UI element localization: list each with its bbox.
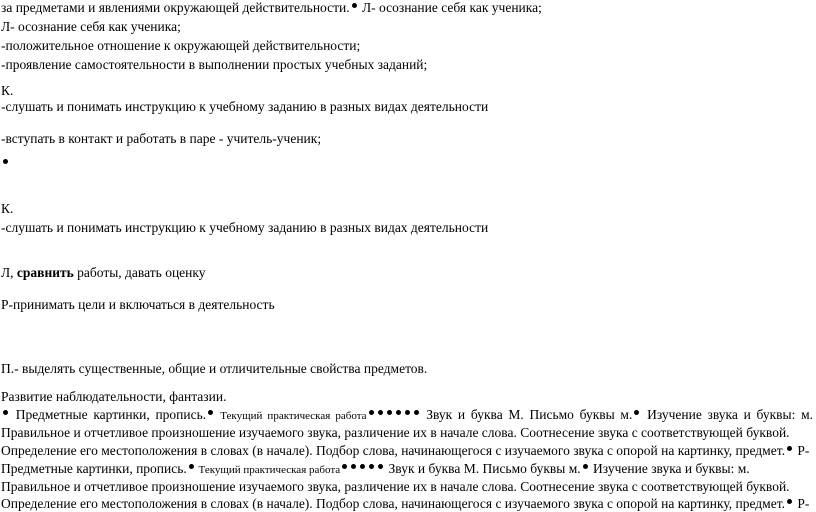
text-fragment: Л- осознание себя как ученика;	[358, 0, 542, 15]
text-fragment: Текущий практическая работа	[195, 464, 341, 476]
text-line: Развитие наблюдательности, фантазии.	[1, 389, 227, 404]
text-fragment: Предметные картинки, пропись.	[10, 407, 207, 422]
text-fragment: Л,	[1, 265, 17, 280]
text-line	[1, 443, 809, 459]
text-line: -слушать и понимать инструкцию к учебному заданию в разных видах деятельности	[1, 220, 489, 235]
text-fragment: Звук и буква М. Письмо буквы м.	[420, 407, 633, 422]
text-fragment: за предметами и явлениями окружающей действительности.	[1, 0, 350, 15]
text-fragment: Р-	[793, 443, 810, 458]
bullet-icon	[360, 464, 365, 469]
text-line	[1, 0, 542, 16]
text-fragment: Предметные картинки, пропись.	[1, 461, 187, 476]
text-line: Л- осознание себя как ученика;	[1, 19, 181, 34]
text-fragment: Определение его местоположения в словах (в начале). Подбор слова, начинающегося с изучаемого звука с опорой на картинку, предмет.	[1, 496, 785, 511]
bullet-icon	[3, 159, 8, 164]
bullet-icon	[369, 464, 374, 469]
text-line	[1, 407, 813, 424]
text-line	[1, 265, 206, 281]
bullet-icon	[342, 464, 347, 469]
text-line: -вступать в контакт и работать в паре - учитель-ученик;	[1, 131, 322, 146]
bullet-icon	[189, 464, 194, 469]
bullet-icon	[787, 499, 792, 504]
bullet-icon	[3, 410, 8, 415]
text-line	[1, 461, 750, 478]
text-line: К.	[1, 201, 14, 216]
bullet-icon	[583, 464, 588, 469]
text-line: К.	[1, 83, 14, 98]
text-line	[1, 156, 10, 172]
text-line: -положительное отношение к окружающей действительности;	[1, 38, 361, 53]
text-line	[1, 496, 809, 512]
text-line: Правильное и отчетливое произношение изучаемого звука, различение их в начале слова. Соотнесение звука с соответствующей буквой.	[1, 479, 790, 494]
text-fragment: Текущий практическая работа	[215, 410, 367, 422]
text-fragment: Р-	[793, 496, 810, 511]
text-line: Правильное и отчетливое произношение изучаемого звука, различение их в начале слова. Соотнесение звука с соответствующей буквой.	[1, 425, 790, 440]
bullet-icon	[208, 410, 213, 415]
text-fragment: Звук и буква М. Письмо буквы м.	[385, 461, 581, 476]
text-line: -слушать и понимать инструкцию к учебному заданию в разных видах деятельности	[1, 99, 489, 114]
text-line: Р-принимать цели и включаться в деятельность	[1, 297, 275, 312]
text-fragment: Определение его местоположения в словах (в начале). Подбор слова, начинающегося с изучаемого звука с опорой на картинку, предмет.	[1, 443, 785, 458]
text-fragment: работы, давать оценку	[73, 265, 206, 280]
bullet-icon	[634, 410, 639, 415]
bullet-icon	[378, 464, 383, 469]
text-line: П.- выделять существенные, общие и отличительные свойства предметов.	[1, 361, 428, 376]
bullet-icon	[787, 446, 792, 451]
bullet-icon	[351, 464, 356, 469]
bullet-icon	[378, 410, 383, 415]
bullet-icon	[414, 410, 419, 415]
bullet-icon	[369, 410, 374, 415]
text-fragment: Изучение звука и буквы: м.	[641, 407, 814, 422]
bullet-icon	[405, 410, 410, 415]
bullet-icon	[396, 410, 401, 415]
bullet-icon	[352, 3, 357, 8]
text-line: -проявление самостоятельности в выполнении простых учебных заданий;	[1, 57, 428, 72]
text-fragment: Изучение звука и буквы: м.	[589, 461, 750, 476]
bold-text: сравнить	[16, 265, 74, 280]
bullet-icon	[387, 410, 392, 415]
